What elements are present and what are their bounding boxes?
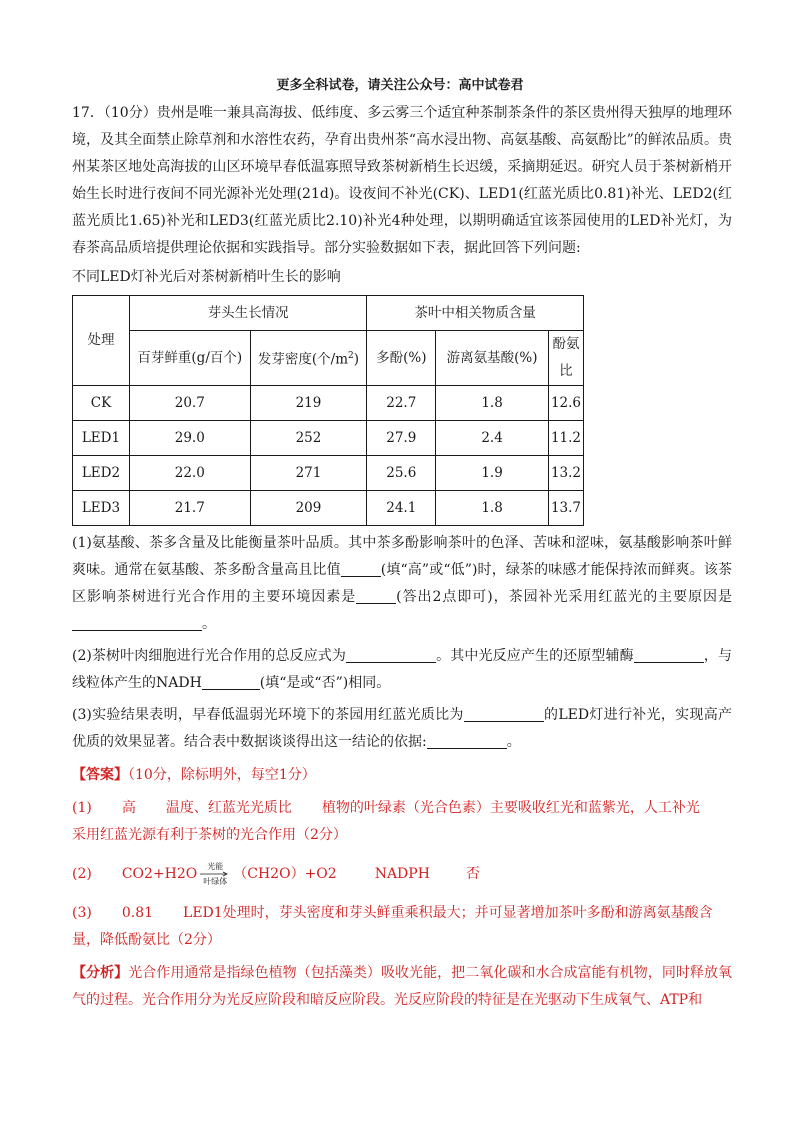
table-cell: 22.0 bbox=[129, 456, 250, 491]
data-table bbox=[72, 295, 584, 526]
table-row bbox=[73, 491, 584, 526]
table-col-header: 游离氨基酸(%) bbox=[436, 331, 549, 386]
table-cell: 11.2 bbox=[548, 421, 583, 456]
table-cell: LED1 bbox=[73, 421, 130, 456]
table-row bbox=[73, 421, 584, 456]
question-part-1: (1)氨基酸、茶多含量及比能衡量茶叶品质。其中茶多酚影响茶叶的色泽、苦味和涩味，氨基酸影响茶叶鲜爽味。通常在氨基酸、茶多酚含量高且比值 (填“高”或“低”)时，绿茶的味感才能保持浓而鲜爽。该茶区影响茶树进行光合作用的主要环境因素是 (答出2点即可)，茶园补光采用红蓝光的主要原因是。 bbox=[72, 535, 732, 632]
answer-blank bbox=[72, 614, 202, 631]
table-cell: 29.0 bbox=[129, 421, 250, 456]
table-cell: 13.7 bbox=[548, 491, 583, 526]
answer-part-2: (2) CO2+H2O 光能 叶绿体 （CH2O）+O2 NADPH 否 bbox=[72, 862, 480, 886]
table-cell: 1.8 bbox=[436, 491, 549, 526]
analysis: 【分析】光合作用通常是指绿色植物（包括藻类）吸收光能，把二氧化碳和水合成富能有机物，同时释放氧气的过程。光合作用分为光反应阶段和暗反应阶段。光反应阶段的特征是在光驱动下生成氧气、ATP和 bbox=[72, 965, 733, 1008]
table-cell: 13.2 bbox=[548, 456, 583, 491]
question-part-2: (2)茶树叶肉细胞进行光合作用的总反应式为 。其中光反应产生的还原型辅酶 ，与线粒体产生的NADH (填“是或“否”)相同。 bbox=[72, 648, 732, 691]
table-cell: 1.9 bbox=[436, 456, 549, 491]
table-cell: 271 bbox=[250, 456, 367, 491]
table-row bbox=[73, 456, 584, 491]
table-cell: LED2 bbox=[73, 456, 130, 491]
answer-part-3: (3) 0.81 LED1处理时，芽头密度和芽头鲜重乘积最大；并可显著增加茶叶多酚和游离氨基酸含 bbox=[72, 905, 713, 921]
answer-part-3-cont: 量，降低酚氨比（2分） bbox=[72, 932, 221, 948]
question-part-3: (3)实验结果表明，早春低温弱光环境下的茶园用红蓝光质比为 的LED灯进行补光，实现高产优质的效果显著。结合表中数据谈谈得出这一结论的依据: 。 bbox=[72, 707, 732, 750]
question-intro: 17．（10分）贵州是唯一兼具高海拔、低纬度、多云雾三个适宜种茶制茶条件的茶区贵州得天独厚的地理环境，及其全面禁止除草剂和水溶性农药，孕育出贵州茶“高水浸出物、高氨基酸、高氨酚比”的鲜浓品质。贵州某茶区地处高海拔的山区环境早春低温寡照导致茶树新梢生长迟缓，采摘期延迟。研究人员于茶树新梢开始生长时进行夜间不同光源补光处理(21d)。设夜间不补光(CK)、LED1(红蓝光质比0.81)补光、LED2(红蓝光质比1.65)补光和LED3(红蓝光质比2.10)补光4种处理，以期明确适宜该茶园使用的LED补光灯，为春茶高品质培提供理论依据和实践指导。部分实验数据如下表，据此回答下列问题: bbox=[72, 105, 732, 256]
table-cell: 1.8 bbox=[436, 386, 549, 421]
answer-blank bbox=[356, 587, 396, 604]
table-col-header: 多酚(%) bbox=[367, 331, 436, 386]
table-cell: 12.6 bbox=[548, 386, 583, 421]
table-cell: CK bbox=[73, 386, 130, 421]
answer-part-1: (1) 高 温度、红蓝光光质比 植物的叶绿素（光合色素）主要吸收红光和蓝紫光，人工补光 bbox=[72, 800, 700, 816]
table-col-header: 酚氨比 bbox=[548, 331, 583, 386]
table-col-header: 发芽密度(个$/m^2$) bbox=[250, 331, 367, 386]
table-cell: 27.9 bbox=[367, 421, 436, 456]
table-caption: 不同LED灯补光后对茶树新梢叶生长的影响 bbox=[72, 269, 341, 285]
table-cell: 20.7 bbox=[129, 386, 250, 421]
table-cell: 2.4 bbox=[436, 421, 549, 456]
answer-blank bbox=[464, 705, 544, 722]
reaction-arrow: 光能 叶绿体 bbox=[197, 862, 233, 886]
answer-blank bbox=[341, 560, 381, 577]
table-cell: 25.6 bbox=[367, 456, 436, 491]
answer-blank bbox=[346, 646, 436, 663]
answer-blank bbox=[634, 646, 704, 663]
answer-blank bbox=[427, 732, 507, 749]
table-cell: 24.1 bbox=[367, 491, 436, 526]
table-cell: 21.7 bbox=[129, 491, 250, 526]
arrow-icon bbox=[200, 871, 230, 877]
question-body bbox=[72, 100, 732, 1014]
answer-blank bbox=[202, 673, 260, 690]
table-col-header: 百芽鲜重(g/百个) bbox=[129, 331, 250, 386]
table-cell: 22.7 bbox=[367, 386, 436, 421]
table-group-content: 茶叶中相关物质含量 bbox=[367, 296, 584, 331]
answer-part-1-cont: 采用红蓝光源有利于茶树的光合作用（2分） bbox=[72, 827, 347, 843]
table-cell: LED3 bbox=[73, 491, 130, 526]
page-header: 更多全科试卷，请关注公众号：高中试卷君 bbox=[276, 78, 524, 93]
table-group-growth: 芽头生长情况 bbox=[129, 296, 366, 331]
table-cell: 209 bbox=[250, 491, 367, 526]
table-cell: 252 bbox=[250, 421, 367, 456]
answer-heading: 【答案】（10分，除标明外，每空1分） bbox=[72, 767, 316, 783]
table-corner: 处理 bbox=[73, 296, 130, 386]
table-row bbox=[73, 386, 584, 421]
table-cell: 219 bbox=[250, 386, 367, 421]
